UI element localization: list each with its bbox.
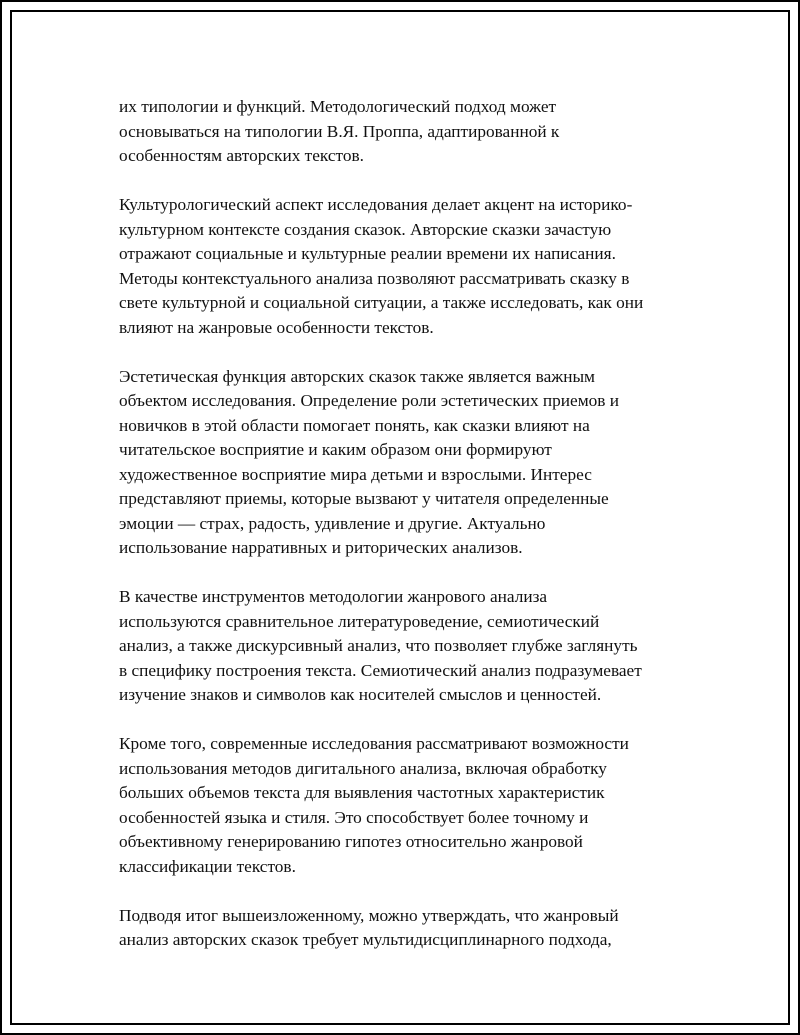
paragraph-cultural-aspect [119, 193, 679, 340]
text-line: объектом исследования. Определение роли эстетических приемов и [119, 391, 620, 410]
text-line: представляют приемы, которые вызвают у читателя определенные [119, 489, 609, 508]
text-line: Кроме того, современные исследования рассматривают возможности [119, 734, 629, 753]
text-line: их типологии и функций. Методологический подход может [119, 97, 557, 116]
text-line: анализ, а также дискурсивный анализ, что позволяет глубже заглянуть [119, 636, 638, 655]
text-line: свете культурной и социальной ситуации, а также исследовать, как они [119, 293, 644, 312]
text-line: В качестве инструментов методологии жанрового анализа [119, 587, 548, 606]
paragraph-conclusion [119, 904, 679, 953]
text-line: основываться на типологии В.Я. Проппа, адаптированной к [119, 121, 560, 141]
paragraph-instruments [119, 585, 679, 708]
text-line: влияют на жанровые особенности текстов. [119, 317, 434, 337]
paragraph-aesthetic-function [119, 365, 679, 561]
document-body [119, 95, 679, 977]
text-line: объективному генерированию гипотез относительно жанровой [119, 832, 583, 851]
text-line: классификации текстов. [119, 856, 296, 876]
text-line: в специфику построения текста. Семиотический анализ подразумевает [119, 660, 642, 680]
text-line: Подводя итог вышеизложенному, можно утверждать, что жанровый [119, 905, 619, 925]
text-line: больших объемов текста для выявления частотных характеристик [119, 783, 605, 802]
text-line: используются сравнительное литературоведение, семиотический [119, 611, 600, 631]
text-line: Эстетическая функция авторских сказок также является важным [119, 366, 595, 386]
text-line: отражают социальные и культурные реалии времени их написания. [119, 244, 616, 263]
text-line: особенностям авторских текстов. [119, 146, 364, 165]
text-line: использование нарративных и риторических анализов. [119, 538, 523, 557]
text-line: художественное восприятие мира детьми и взрослыми. Интерес [119, 464, 592, 484]
paragraph-typology [119, 95, 679, 169]
text-line: использования методов дигитального анализа, включая обработку [119, 758, 607, 778]
text-line: особенностей языка и стиля. Это способствует более точному и [119, 807, 589, 827]
text-line: культурном контексте создания сказок. Авторские сказки зачастую [119, 219, 612, 239]
text-line: новичков в этой области помогает понять, как сказки влияют на [119, 415, 590, 435]
text-line: Культурологический аспект исследования делает акцент на историко- [119, 195, 633, 214]
text-line: читательское восприятие и каким образом они формируют [119, 440, 552, 459]
text-line: эмоции — страх, радость, удивление и другие. Актуально [119, 513, 546, 533]
text-line: анализ авторских сказок требует мультидисциплинарного подхода, [119, 930, 612, 949]
text-line: Методы контекстуального анализа позволяют рассматривать сказку в [119, 268, 630, 288]
text-line: изучение знаков и символов как носителей смыслов и ценностей. [119, 685, 602, 704]
paragraph-digital-analysis [119, 732, 679, 879]
